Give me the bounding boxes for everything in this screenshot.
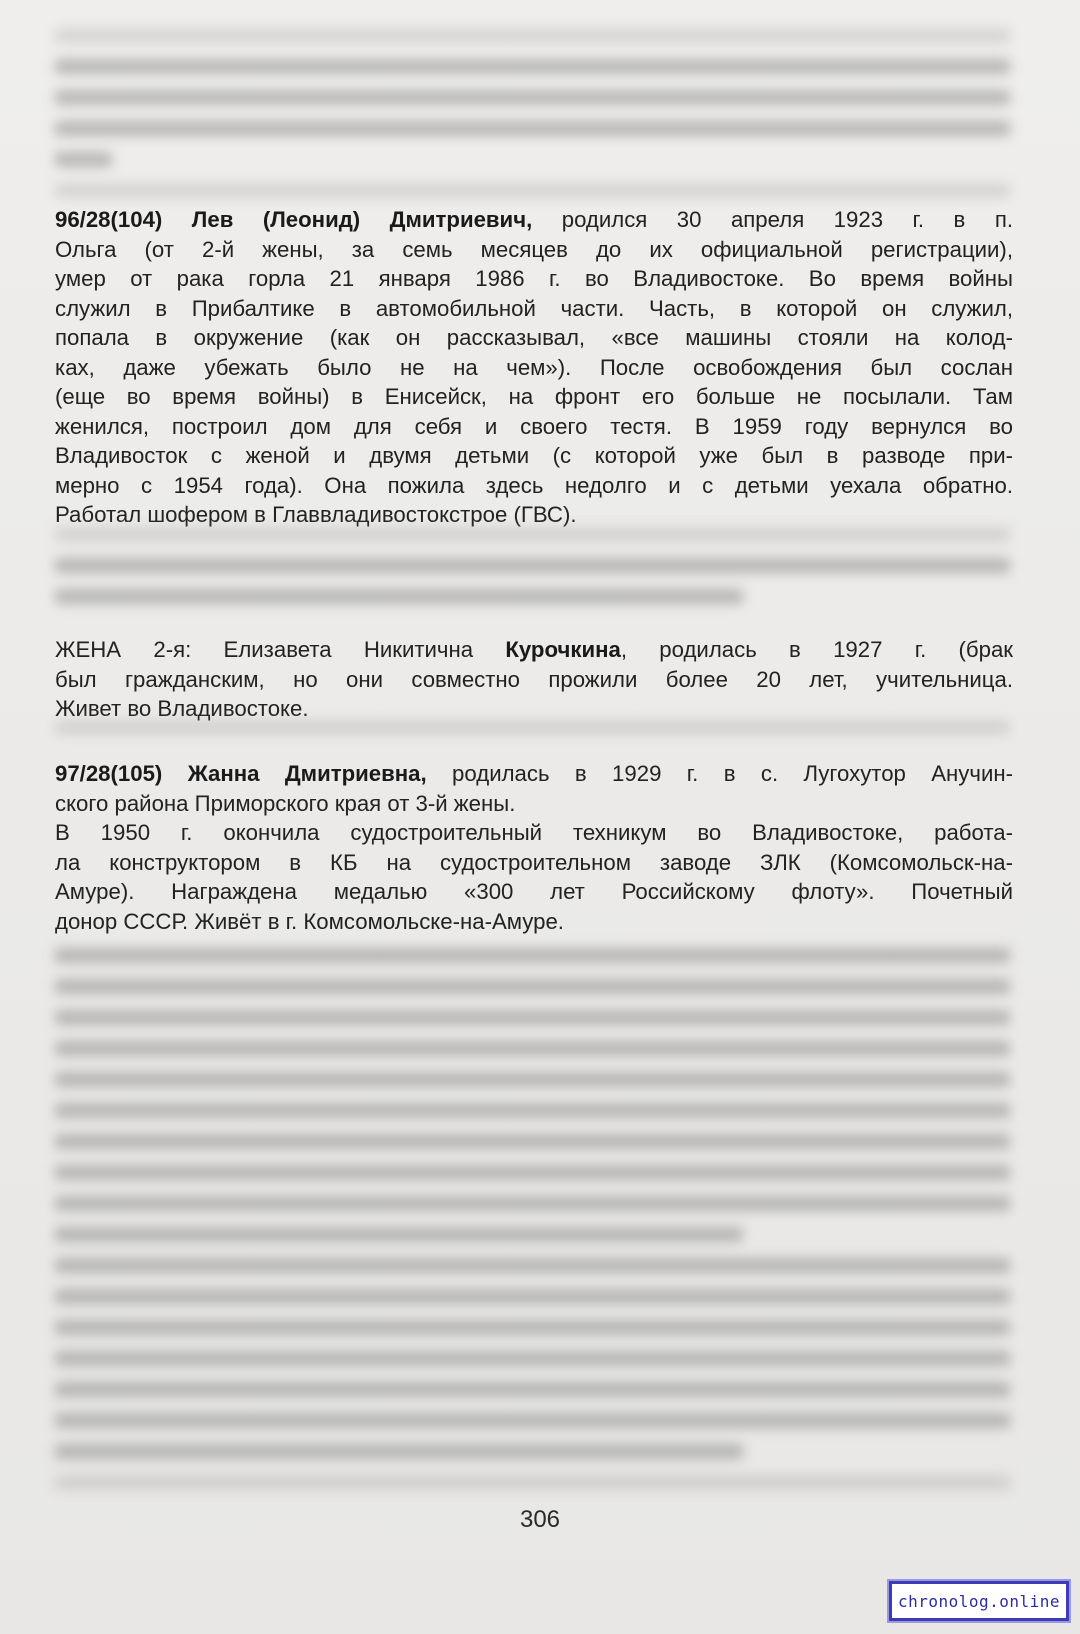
entry-97-heading: 97/28(105) Жанна Дмитриевна, <box>55 761 427 786</box>
entry-97: 97/28(105) Жанна Дмитриевна, родилась в 1929 г. в с. Лугохутор Анучин- ского района Приморского края от 3-й жены. В 1950 г. окончила судостроительный техникум во Владивостоке, работа- ла конструктором в КБ на судостроительном заводе ЗЛК (Комсомольск-на- Амуре). Награждена медалью «300 лет Российскому флоту». Почетный донор СССР. Живёт в г. Комсомольске-на-Амуре. <box>55 761 1013 934</box>
wife-surname: Курочкина <box>505 637 621 662</box>
entry-96-heading: 96/28(104) Лев (Леонид) Дмитриевич, <box>55 207 533 232</box>
page-number: 306 <box>519 1506 561 1533</box>
blurred-text-bottom <box>55 948 1010 1506</box>
blurred-text-middle-1 <box>55 527 1010 620</box>
blurred-text-top <box>55 28 1010 214</box>
blurred-text-middle-2 <box>55 720 1010 751</box>
entry-96: 96/28(104) Лев (Леонид) Дмитриевич, родился 30 апреля 1923 г. в п. Ольга (от 2-й жены, за семь месяцев до их официальной регистрации), умер от рака горла 21 января 1986 г. во Владивостоке. Во время войны служил в Прибалтике в автомобильной части. Часть, в которой он служил, попала в окружение (как он рассказывал, «все машины стояли на колод- ках, даже убежать было не на чем»). После освобождения был сослан (еще во время войны) в Енисейск, на фронт его больше не посылали. Там женился, построил дом для себя и своего тестя. В 1959 году вернулся во Владивосток с женой и двумя детьми (с которой уже был в разводе при- мерно с 1954 года). Она пожила здесь недолго и с детьми уехала обратно. Работал шофером в Главвладивостокстрое (ГВС). <box>55 207 1013 527</box>
entry-wife: ЖЕНА 2-я: Елизавета Никитична Курочкина, родилась в 1927 г. (брак был гражданским, но они совместно прожили более 20 лет, учительница. Живет во Владивостоке. <box>55 637 1013 721</box>
site-watermark: chronolog.online <box>889 1581 1069 1621</box>
